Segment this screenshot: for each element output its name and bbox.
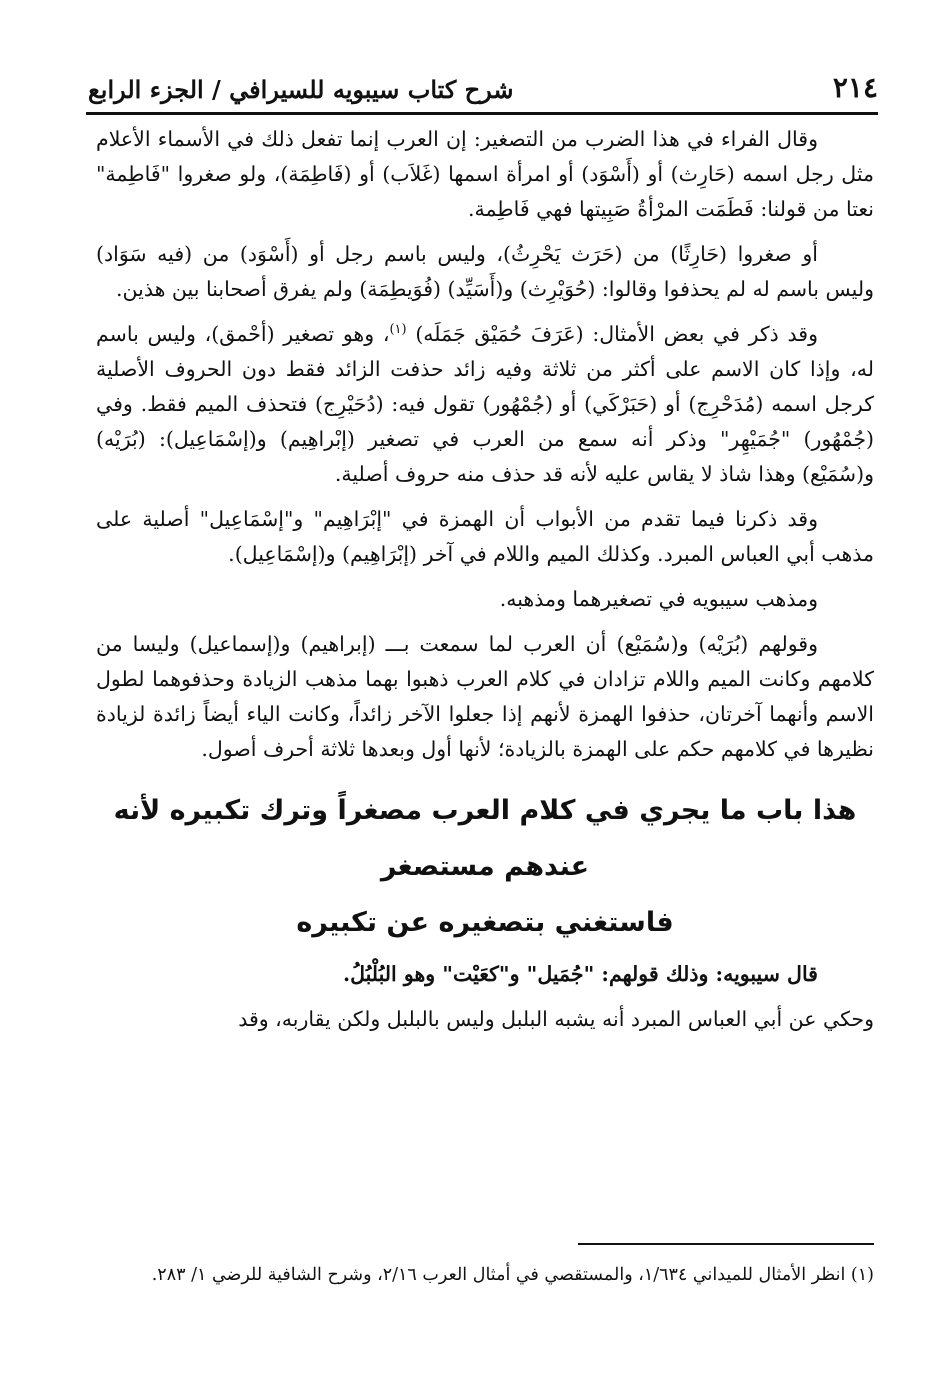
paragraph-1: وقال الفراء في هذا الضرب من التصغير: إن العرب إنما تفعل ذلك في الأسماء الأعلام مثل رجل اسمه (حَارِث) أو (أَسْوَد) أو امرأة اسمها (غَلاَب) أو (فَاطِمَة)، ولو صغروا "فَاطِمة" نعتا من قولنا: فَطَمَت المرْأةُ صَبِيتها فهي فَاطِمة. [96, 127, 874, 221]
footnote-rule [578, 1243, 874, 1245]
running-title: شرح كتاب سيبويه للسيرافي / الجزء الرابع [88, 75, 514, 104]
chapter-heading [96, 783, 874, 951]
page-number: ٢١٤ [832, 71, 878, 104]
page-body [96, 122, 874, 1047]
header-rule [86, 112, 878, 115]
chapter-heading-line-1: هذا باب ما يجري في كلام العرب مصغراً وترك تكبيره لأنه عندهم مستصغر [113, 795, 857, 882]
page-header [88, 60, 878, 110]
paragraph-7: وحكي عن أبي العباس المبرد أنه يشبه البلبل وليس بالبلبل ولكن يقاربه، وقد [238, 1007, 874, 1031]
chapter-heading-line-2: فاستغني بتصغيره عن تكبيره [296, 907, 674, 938]
paragraph-3 [96, 317, 874, 492]
sibawayh-quote: قال سيبويه: وذلك قولهم: "جُمَيل" و"كعَيْت" وهو البُلْبُلُ. [342, 962, 818, 986]
footnote-reference[interactable]: (١) [389, 322, 407, 338]
paragraph-6: وقولهم (بُرَيْه) و(سُمَيْع) أن العرب لما سمعت بـــ (إبراهيم) و(إسماعيل) وليسا من كلامهم وكانت الميم واللام تزادان في كلام العرب ذهبوا بهما مذهب الزيادة وحذفوهما لطول الاسم وأنهما آخرتان، حذفوا الهمزة لأنهم إذا جعلوا الآخر زائداً، وكانت الياء أيضاً زائدة لزيادة نظيرها في كلامهم حكم على الهمزة بالزيادة؛ لأنها أول وبعدها ثلاثة أحرف أصول. [96, 632, 874, 761]
paragraph-3-text-b: ، وهو تصغير (أحْمق)، وليس باسم له، وإذا كان الاسم على أكثر من ثلاثة وفيه زائد حذفت الزائد فقط دون الحروف الأصلية كرجل اسمه (مُدَحْرِج) أو (حَبَرْكَي) أو (جُمْهُور) تقول فيه: (دُحَيْرِج) فتحذف الميم فقط. وفي (جُمْهُور) "جُمَيْهِر" وذكر أنه سمع من العرب في تصغير (إبْراهِيم) و(إسْمَاعِيل): (بُرَيْه) و(سُمَيْع) وهذا شاذ لا يقاس عليه لأنه قد حذف منه حروف أصلية. [96, 322, 874, 486]
footnote-1: (١) انظر الأمثال للميداني ١/٦٣٤، والمستقصي في أمثال العرب ٢/١٦، وشرح الشافية للرضي ١/ ٢٨٣. [151, 1265, 874, 1285]
paragraph-2: أو صغروا (حَارِثًا) من (حَرَث يَحْرِثُ)، وليس باسم رجل أو (أَسْوَد) من (فيه سَوَاد) وليس باسم له لم يحذفوا وقالوا: (حُوَيْرِث) و(أَسَيِّد) (فُوَيطِمَة) ولم يفرق أصحابنا بين هذين. [96, 242, 874, 301]
paragraph-5: ومذهب سيبويه في تصغيرهما ومذهبه. [499, 587, 818, 611]
paragraph-4: وقد ذكرنا فيما تقدم من الأبواب أن الهمزة في "إبْرَاهِيم" و"إسْمَاعِيل" أصلية على مذهب أبي العباس المبرد. وكذلك الميم واللام في آخر (إبْرَاهِيم) و(إسْمَاعِيل). [96, 507, 874, 566]
paragraph-3-text-a: وقد ذكر في بعض الأمثال: (عَرَفَ حُمَيْق جَمَلَه) [415, 322, 818, 346]
